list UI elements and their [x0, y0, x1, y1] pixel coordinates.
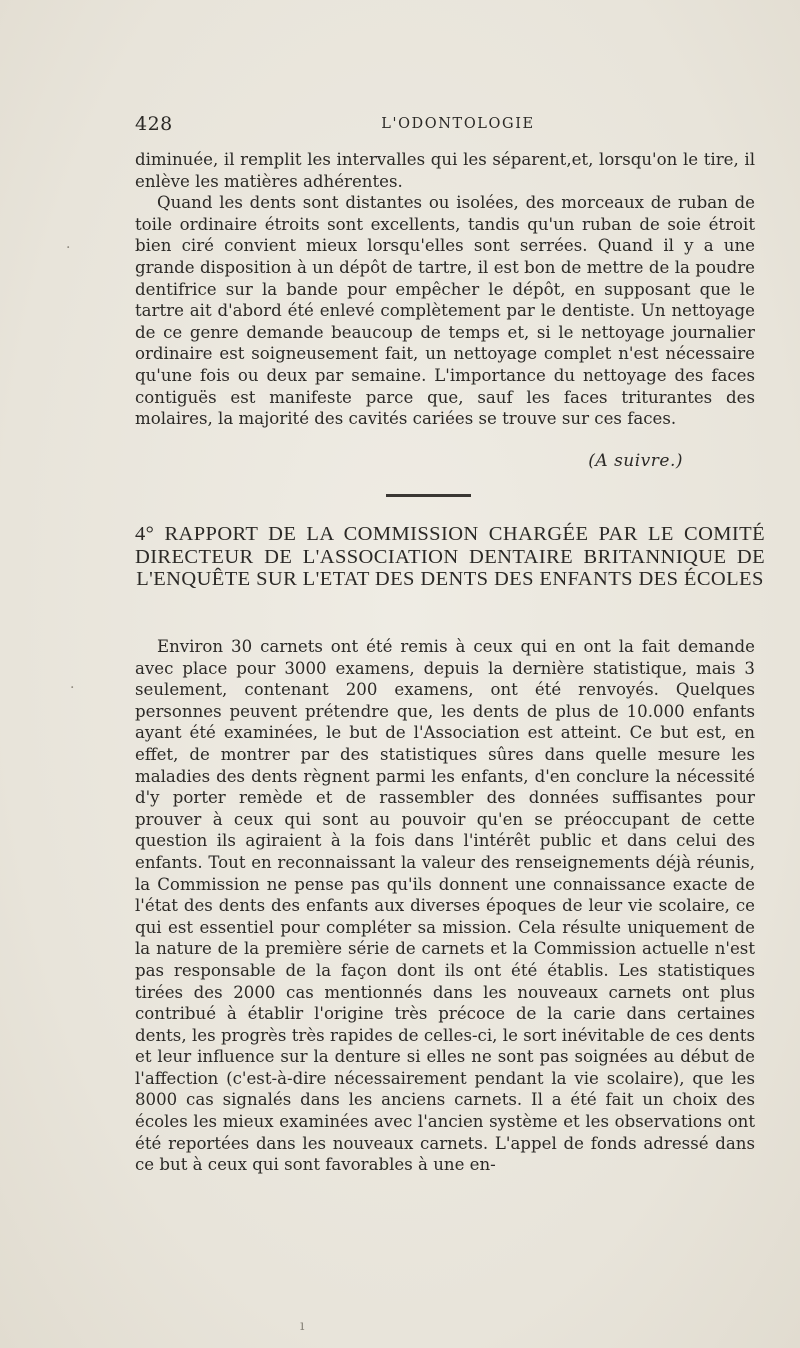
- margin-speck: ı: [300, 1318, 305, 1334]
- continuation-text: [135, 149, 755, 430]
- section-title: 4° RAPPORT DE LA COMMISSION CHARGÉE PAR LE COMITÉ DIRECTEUR DE L'ASSOCIATION DENTAIRE BRITANNIQUE DE L'ENQUÊTE SUR L'ETAT DES DENTS DES ENFANTS DES ÉCOLES: [135, 523, 765, 590]
- margin-dot: ·: [66, 240, 71, 256]
- paragraph: Quand les dents sont distantes ou isolées, des morceaux de ruban de toile ordinaire étroits sont excellents, tandis qu'un ruban de soie étroit bien ciré convient mieux lorsqu'elles sont serrées. Quand il y a une grande disposition à un dépôt de tartre, il est bon de mettre de la poudre dentifrice sur la bande pour empêcher le dépôt, en supposant que le tartre ait d'abord été enlevé complètement par le dentiste. Un nettoyage de ce genre demande beaucoup de temps et, si le nettoyage journalier ordinaire est soigneusement fait, un nettoyage complet n'est nécessaire qu'une fois ou deux par semaine. L'importance du nettoyage des faces contiguës est manifeste parce que, sauf les faces triturantes des molaires, la majorité des cavités cariées se trouve sur ces faces.: [135, 193, 755, 429]
- paragraph: Environ 30 carnets ont été remis à ceux qui en ont la fait demande avec place pour 3000 examens, depuis la dernière statistique, mais 3 seulement, contenant 200 examens, ont été renvoyés. Quelques personnes peuvent prétendre que, les dents de plus de 10.000 enfants ayant été examinées, le but de l'Association est atteint. Ce but est, en effet, de montrer par des statistiques sûres dans quelle mesure les maladies des dents règnent parmi les enfants, d'en conclure la nécessité d'y porter remède et de rassembler des données suffisantes pour prouver à ceux qui sont au pouvoir qu'en se préoccupant de cette question ils agiraient à la fois dans l'intérêt public et dans celui des enfants. Tout en reconnaissant la valeur des renseignements déjà réunis, la Commission ne pense pas qu'ils donnent une connaissance exacte de l'état des dents des enfants aux diverses époques de leur vie scolaire, ce qui est essentiel pour compléter sa mission. Cela résulte uniquement de la nature de la première série de carnets et la Commission actuelle n'est pas responsable de la façon dont ils ont été établis. Les statistiques tirées des 2000 cas mentionnés dans les nouveaux carnets ont plus contribué à établir l'origine très précoce de la carie dans certaines dents, les progrès très rapides de celles-ci, le sort inévitable de ces dents et leur influence sur la denture si elles ne sont pas soignées au début de l'affection (c'est-à-dire nécessairement pendant la vie scolaire), que les 8000 cas signalés dans les anciens carnets. Il a été fait un choix des écoles les mieux examinées avec l'ancien système et les observations ont été reportées dans les nouveaux carnets. L'appel de fonds adressé dans ce but à ceux qui sont favorables à une en-: [135, 637, 755, 1175]
- margin-dot: ·: [70, 680, 75, 696]
- section-divider: [386, 494, 471, 497]
- page-header: [135, 113, 757, 139]
- section-body: [135, 636, 755, 1176]
- page-number: 428: [135, 113, 173, 135]
- running-title: L'ODONTOLOGIE: [381, 116, 535, 132]
- to-be-continued-note: (A suivre.): [588, 451, 683, 471]
- paragraph: diminuée, il remplit les intervalles qui les séparent,et, lorsqu'on le tire, il enlève les matières adhérentes.: [135, 150, 755, 191]
